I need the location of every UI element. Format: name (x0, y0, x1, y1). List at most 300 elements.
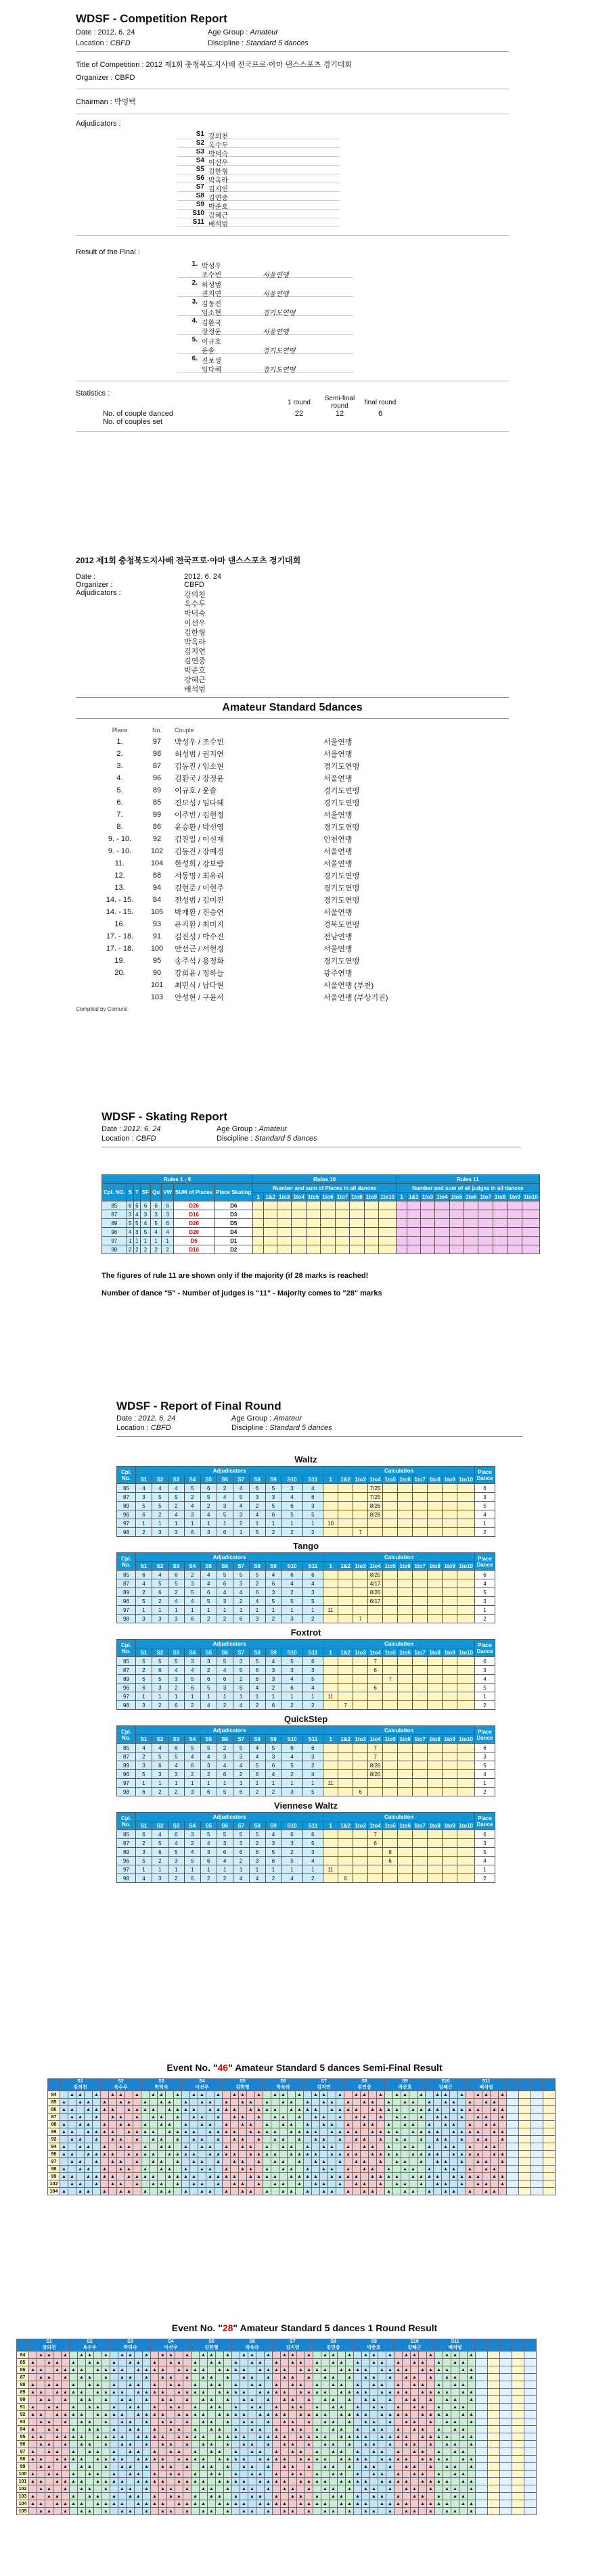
summary-row (96, 955, 455, 967)
mark-cell: ▲ (263, 2151, 271, 2158)
mark-cell: ▲ (491, 2128, 499, 2136)
mark-cell (458, 2099, 466, 2106)
judge-mark: 4 (302, 1684, 323, 1692)
calc-cell (323, 1788, 338, 1796)
mark-cell (62, 2426, 70, 2433)
mark-cell: ▲ (265, 2478, 273, 2485)
mark-cell: ▲ (411, 2352, 419, 2359)
calc-cell (428, 1752, 443, 1761)
mark-cell (330, 2500, 338, 2508)
judge-name: 김연중 (357, 2085, 371, 2090)
tail-cell (512, 2463, 524, 2471)
round1-prefix: Event No. " (171, 2322, 223, 2333)
mark-cell: ▲ (370, 2374, 378, 2381)
mark-cell (85, 2180, 93, 2188)
mark-cell (346, 2493, 354, 2500)
mark-cell: ▲ (198, 2188, 206, 2195)
mark-cell (304, 2091, 312, 2099)
mark-cell (281, 2404, 289, 2411)
summary-club: 서울연맹 (323, 909, 353, 917)
hdr-cpl (17, 2339, 29, 2352)
mark-cell: ▲ (224, 2374, 232, 2381)
mark-cell: ▲ (313, 2426, 321, 2433)
mark-cell: ▲ (256, 2366, 265, 2374)
judge-mark: 5 (233, 1744, 249, 1752)
mark-cell (385, 2136, 393, 2143)
rule11-cell (478, 1245, 493, 1254)
rule10-cell (321, 1201, 335, 1210)
summary-no: 94 (152, 884, 162, 892)
rule10-cell (306, 1201, 320, 1210)
mark-cell: ▲ (167, 2448, 175, 2456)
mark-cell: ▲ (109, 2114, 117, 2121)
dance-row (117, 1744, 495, 1752)
mark-cell (499, 2121, 507, 2128)
mark-cell: ▲ (265, 2433, 273, 2441)
age-label: Age Group : (208, 28, 248, 37)
mark-cell: ▲ (362, 2463, 370, 2471)
mark-cell: ▲ (143, 2456, 151, 2463)
mark-cell (206, 2180, 215, 2188)
mark-cell: ▲ (232, 2381, 240, 2389)
mark-cell (312, 2121, 320, 2128)
mark-cell: ▲ (232, 2448, 240, 2456)
judge-mark: 2 (302, 1615, 323, 1623)
mark-cell: ▲ (215, 2106, 223, 2114)
judge-mark: 6 (281, 1830, 302, 1839)
big-row (17, 2359, 537, 2366)
mark-cell: ▲ (482, 2180, 491, 2188)
mark-cell (403, 2381, 411, 2389)
tail-cell (488, 2456, 500, 2463)
tail-cell (476, 2508, 488, 2515)
calc-cell (323, 1830, 338, 1839)
dance-cpl-no: 85 (117, 1571, 136, 1579)
mark-cell (321, 2493, 330, 2500)
mark-cell: ▲ (451, 2485, 459, 2493)
mark-cell: ▲ (385, 2173, 393, 2180)
mark-cell: ▲ (346, 2485, 354, 2493)
calc-cell (338, 1830, 353, 1839)
mark-cell: ▲ (240, 2411, 248, 2418)
mark-cell: ▲ (344, 2173, 353, 2180)
semifinal-suffix: " Amateur Standard 5 dances Semi-Final Result (228, 2062, 443, 2073)
mark-cell: ▲ (29, 2359, 37, 2366)
mark-cell: ▲ (53, 2404, 62, 2411)
hdr-calc-col: 1to10 (457, 1648, 475, 1657)
dance-title: Viennese Waltz (274, 1800, 338, 1811)
mark-cell: ▲ (215, 2091, 223, 2099)
judge-mark: 1 (200, 1865, 217, 1874)
mark-cell: ▲ (354, 2381, 362, 2389)
mark-cell (255, 2121, 263, 2128)
mark-cell (401, 2128, 409, 2136)
mark-cell: ▲ (346, 2456, 354, 2463)
mark-cell: ▲ (135, 2433, 143, 2441)
calc-cell (323, 1701, 338, 1710)
mark-cell (338, 2485, 346, 2493)
judge-mark: 6 (217, 1675, 233, 1684)
mark-cell: ▲ (174, 2128, 182, 2136)
adjudicator-item (177, 201, 340, 210)
mark-cell: ▲ (208, 2426, 216, 2433)
mark-cell: ▲ (482, 2158, 491, 2166)
mark-cell (151, 2374, 159, 2381)
tail-cell (543, 2136, 556, 2143)
mark-cell (474, 2121, 482, 2128)
mark-cell: ▲ (118, 2366, 127, 2374)
mark-cell: ▲ (362, 2433, 370, 2441)
mark-cell (183, 2359, 191, 2366)
judge-mark: 6 (265, 1701, 281, 1710)
mark-cell (158, 2128, 166, 2136)
mark-cell: ▲ (401, 2136, 409, 2143)
calc-cell (323, 1588, 338, 1597)
mark-cell: ▲ (150, 2151, 158, 2158)
mark-cell (370, 2478, 378, 2485)
mark-cell: ▲ (200, 2478, 208, 2485)
hdr-judge: S9 (265, 1648, 281, 1657)
calc-cell (413, 1692, 428, 1701)
calc-cell (353, 1597, 368, 1606)
final-result-item (177, 298, 509, 316)
calc-cell: 6 (368, 1839, 383, 1848)
mark-cell: ▲ (93, 2173, 101, 2180)
mark-cell: ▲ (190, 2158, 198, 2166)
mark-cell (451, 2366, 459, 2374)
mark-cell: ▲ (296, 2136, 304, 2143)
calc-cell (398, 1684, 413, 1692)
mark-cell: ▲ (53, 2493, 62, 2500)
mark-cell: ▲ (86, 2396, 94, 2404)
mark-cell: ▲ (451, 2426, 459, 2433)
big-cpl-no: 90 (17, 2396, 29, 2404)
mark-cell: ▲ (466, 2121, 474, 2128)
mark-cell (231, 2143, 239, 2151)
skating-cpl-no: 98 (102, 1245, 127, 1254)
mark-cell: ▲ (135, 2448, 143, 2456)
mark-cell: ▲ (110, 2381, 118, 2389)
judge-mark: 1 (168, 1779, 184, 1788)
big-cpl-no: 88 (17, 2381, 29, 2389)
judge-mark: 3 (233, 1839, 249, 1848)
mark-cell (289, 2500, 297, 2508)
judge-mark: 5 (233, 1493, 249, 1502)
judge-mark: 4 (249, 1510, 265, 1519)
mark-cell: ▲ (159, 2508, 167, 2515)
tail-cell (524, 2352, 537, 2359)
mark-cell: ▲ (76, 2166, 85, 2173)
mark-cell: ▲ (466, 2188, 474, 2195)
rule10-cell (253, 1228, 264, 1237)
mark-cell (101, 2136, 109, 2143)
hdr-judge: S6 (217, 1562, 233, 1571)
mark-cell: ▲ (321, 2433, 330, 2441)
mark-cell: ▲ (386, 2396, 394, 2404)
mark-cell (377, 2099, 385, 2106)
mark-cell (346, 2471, 354, 2478)
mark-cell (151, 2441, 159, 2448)
mark-cell: ▲ (419, 2381, 427, 2389)
dance-cpl-no: 87 (117, 1493, 136, 1502)
mark-cell: ▲ (370, 2396, 378, 2404)
calc-cell (353, 1865, 368, 1874)
calc-cell (323, 1579, 338, 1588)
mark-cell: ▲ (443, 2366, 451, 2374)
rule10-cell (306, 1210, 320, 1219)
mark-cell: ▲ (256, 2381, 265, 2389)
mark-cell: ▲ (297, 2478, 305, 2485)
mark-cell: ▲ (183, 2352, 191, 2359)
calc-cell (457, 1839, 475, 1848)
calc-cell (428, 1571, 443, 1579)
summary-place: 17. - 18. (106, 945, 134, 953)
calc-cell (443, 1675, 457, 1684)
rule11-cell (420, 1210, 434, 1219)
calc-cell (443, 1579, 457, 1588)
hdr-calc-col: 1&2 (338, 1735, 353, 1744)
mark-cell: ▲ (223, 2188, 231, 2195)
tail-cell (524, 2508, 537, 2515)
mark-cell: ▲ (68, 2173, 76, 2180)
mark-cell: ▲ (135, 2381, 143, 2389)
mark-cell: ▲ (468, 2374, 476, 2381)
judge-mark: 1 (217, 1779, 233, 1788)
mark-cell: ▲ (443, 2433, 451, 2441)
mark-cell (289, 2389, 297, 2396)
judge-mark: 3 (249, 1857, 265, 1865)
mark-cell: ▲ (159, 2389, 167, 2396)
mark-cell: ▲ (419, 2471, 427, 2478)
calc-cell (383, 1588, 398, 1597)
mark-cell: ▲ (378, 2389, 386, 2396)
summary-couple: 강희윤 / 정하늘 (175, 970, 224, 978)
judge-mark: 6 (200, 1857, 217, 1865)
dance-cpl-no: 98 (117, 1788, 136, 1796)
mark-cell (369, 2091, 377, 2099)
mark-cell: ▲ (362, 2478, 370, 2485)
big-cpl-no: 100 (17, 2471, 29, 2478)
mark-cell (344, 2136, 353, 2143)
hdr-judge (354, 2339, 394, 2352)
skating-sum: D26 (174, 1201, 215, 1210)
adjudicator-code: S10 (192, 210, 204, 217)
skating-report-title: WDSF - Skating Report (102, 1110, 228, 1123)
mark-cell (37, 2381, 45, 2389)
judge-mark: 4 (233, 1484, 249, 1493)
tail-cell (476, 2493, 488, 2500)
mark-cell (224, 2426, 232, 2433)
skating-place: D3 (215, 1210, 253, 1219)
mark-cell (321, 2426, 330, 2433)
chairman-label: Chairman : (76, 98, 112, 106)
summary-no: 88 (152, 872, 162, 880)
judge-mark: 2 (265, 1788, 281, 1796)
calc-cell (443, 1615, 457, 1623)
mark-cell (296, 2143, 304, 2151)
judge-name: 강의천 (73, 2085, 87, 2090)
rule11-cell (508, 1201, 522, 1210)
final-place: 1. (191, 260, 198, 268)
mark-cell: ▲ (499, 2114, 507, 2121)
mark-cell: ▲ (435, 2433, 443, 2441)
hdr-rules-1-9: Rules 1 - 9 (102, 1175, 253, 1184)
calc-cell: 6 (383, 1848, 398, 1857)
mark-cell (459, 2441, 468, 2448)
calc-cell (368, 1779, 383, 1788)
hdr-judge: S10 (281, 1735, 302, 1744)
mark-cell: ▲ (393, 2151, 401, 2158)
mark-cell: ▲ (458, 2151, 466, 2158)
tail-cell (488, 2493, 500, 2500)
summary-place: 3. (116, 762, 123, 770)
skating-place: D5 (215, 1219, 253, 1228)
tail-cell (507, 2128, 519, 2136)
summary-no: 105 (150, 908, 164, 916)
judge-code: S7 (290, 2339, 296, 2344)
sk-location-label: Location : (102, 1135, 134, 1143)
mark-cell: ▲ (411, 2404, 419, 2411)
rule10-cell (253, 1210, 264, 1219)
mark-cell: ▲ (159, 2456, 167, 2463)
big-row (17, 2463, 537, 2471)
mark-cell: ▲ (216, 2366, 224, 2374)
skating-dance-place: 6 (162, 1201, 174, 1210)
mark-cell: ▲ (378, 2404, 386, 2411)
mark-cell: ▲ (215, 2128, 223, 2136)
calc-cell (428, 1770, 443, 1779)
hdr-tail (524, 2339, 537, 2352)
mark-cell: ▲ (191, 2478, 200, 2485)
mark-cell: ▲ (141, 2166, 150, 2173)
calc-cell (457, 1519, 475, 1528)
calc-cell (383, 1606, 398, 1615)
rule11-cell (396, 1210, 407, 1219)
tail-cell (488, 2478, 500, 2485)
mark-cell: ▲ (369, 2121, 377, 2128)
skating-dance-place: 3 (151, 1210, 162, 1219)
judge-mark: 3 (136, 1615, 152, 1623)
mark-cell: ▲ (125, 2121, 133, 2128)
mark-cell: ▲ (466, 2143, 474, 2151)
mark-cell (336, 2099, 344, 2106)
mark-cell (206, 2091, 215, 2099)
place-col-header: 1to6 (464, 1193, 478, 1201)
mark-cell (273, 2352, 281, 2359)
mark-cell (328, 2091, 336, 2099)
mark-cell: ▲ (198, 2143, 206, 2151)
dance-cpl-no: 89 (117, 1502, 136, 1510)
tail-cell (524, 2500, 537, 2508)
calc-cell (428, 1865, 443, 1874)
tail-cell (500, 2485, 512, 2493)
mark-cell: ▲ (434, 2106, 442, 2114)
mark-cell (110, 2463, 118, 2471)
calc-cell (353, 1839, 368, 1848)
judge-mark: 5 (281, 1857, 302, 1865)
mark-cell: ▲ (117, 2099, 125, 2106)
mark-cell: ▲ (409, 2188, 418, 2195)
calc-cell (353, 1684, 368, 1692)
tail-cell (519, 2128, 531, 2136)
calc-cell (443, 1528, 457, 1537)
summary-place: 2. (116, 750, 123, 758)
mark-cell: ▲ (281, 2456, 289, 2463)
mark-cell: ▲ (312, 2106, 320, 2114)
mark-cell: ▲ (466, 2128, 474, 2136)
mark-cell: ▲ (143, 2396, 151, 2404)
mark-cell: ▲ (135, 2389, 143, 2396)
hdr-calculation: Calculation (323, 1466, 475, 1475)
mark-cell (37, 2404, 45, 2411)
mark-cell: ▲ (232, 2478, 240, 2485)
summary-row (96, 967, 455, 979)
tail-cell (476, 2456, 488, 2463)
mark-cell: ▲ (305, 2508, 313, 2515)
mark-cell: ▲ (411, 2359, 419, 2366)
mark-cell: ▲ (239, 2143, 247, 2151)
mark-cell: ▲ (37, 2352, 45, 2359)
final-n1: 이규호 (202, 339, 221, 346)
mark-cell (279, 2173, 288, 2180)
mark-cell: ▲ (174, 2136, 182, 2143)
dance-cpl-no: 96 (117, 1857, 136, 1865)
mark-cell: ▲ (191, 2389, 200, 2396)
mark-cell: ▲ (362, 2456, 370, 2463)
mark-cell: ▲ (354, 2389, 362, 2396)
skating-note-2: Number of dance "5" - Number of judges is "11" - Majority comes to "28" marks (102, 1289, 382, 1297)
hdr-adjudicators: Adjudicators (136, 1466, 323, 1475)
dance-cpl-no: 97 (117, 1865, 136, 1874)
mark-cell: ▲ (45, 2381, 53, 2389)
mark-cell (118, 2448, 127, 2456)
judge-mark: 3 (265, 1752, 281, 1761)
mark-cell (133, 2099, 141, 2106)
judge-mark: 6 (184, 1761, 200, 1770)
mark-cell (117, 2173, 125, 2180)
mark-cell: ▲ (482, 2166, 491, 2173)
judge-mark: 4 (233, 1502, 249, 1510)
calc-cell (353, 1657, 368, 1666)
mark-cell: ▲ (53, 2471, 62, 2478)
mark-cell (256, 2396, 265, 2404)
mark-cell (394, 2441, 403, 2448)
mark-cell: ▲ (141, 2099, 150, 2106)
mark-cell (320, 2173, 328, 2180)
sk-date-label: Date : (102, 1125, 122, 1133)
mark-cell: ▲ (273, 2404, 281, 2411)
tail-cell (531, 2136, 543, 2143)
fr-location-value: CBFD (150, 1424, 171, 1432)
hdr-calc-col: 1to10 (457, 1475, 475, 1484)
summary-couple: 서동명 / 최유리 (175, 872, 224, 880)
mark-cell: ▲ (468, 2508, 476, 2515)
rule11-cell (407, 1228, 420, 1237)
mark-cell (297, 2441, 305, 2448)
calc-cell (428, 1606, 443, 1615)
mark-cell: ▲ (353, 2128, 361, 2136)
mark-cell: ▲ (248, 2448, 256, 2456)
calc-cell (353, 1502, 368, 1510)
mark-cell (313, 2463, 321, 2471)
calc-cell (443, 1493, 457, 1502)
mark-cell: ▲ (338, 2426, 346, 2433)
mark-cell: ▲ (109, 2158, 117, 2166)
mark-cell: ▲ (200, 2463, 208, 2471)
mark-cell (313, 2508, 321, 2515)
dance-place: 3 (475, 1666, 495, 1675)
mark-cell (419, 2508, 427, 2515)
